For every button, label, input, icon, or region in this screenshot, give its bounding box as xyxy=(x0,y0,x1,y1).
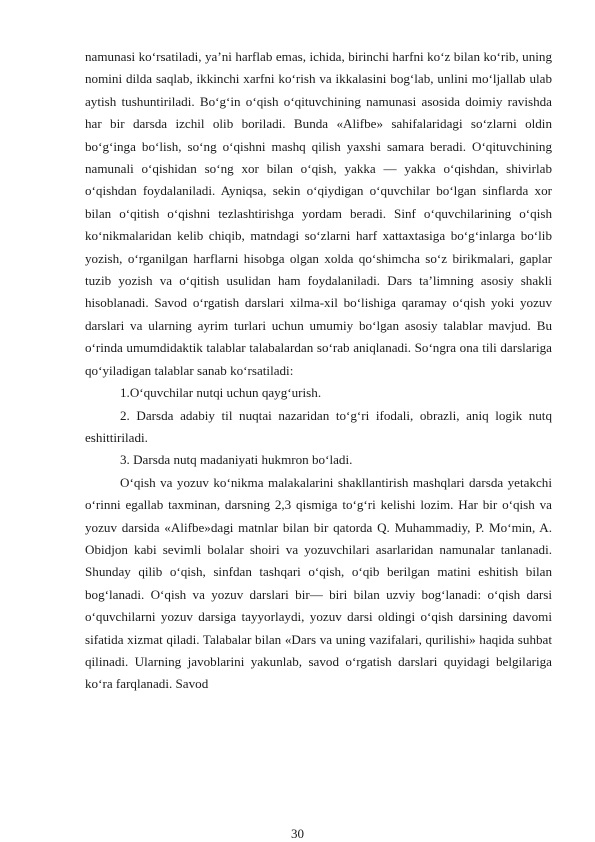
list-item-1: 1.O‘quvchilar nutqi uchun qayg‘urish. xyxy=(120,385,322,401)
document-page xyxy=(85,46,552,696)
page-number: 30 xyxy=(291,826,304,841)
body-paragraph-1: namunasi ko‘rsatiladi, ya’ni harflab emas, ichida, birinchi harfni ko‘z bilan ko‘rib, uning nomini dilda saqlab, ikkinchi xarfni ko‘rish va ikkalasini bog‘lab, unlini mo‘ljallab ulab aytish tushuntiriladi. Bo‘g‘in o‘qish o‘qituvchining namunasi asosida doimiy ravishda har bir darsda izchil olib boriladi. Bunda «Alifbe» sahifalaridagi so‘zlarni oldin bo‘g‘inga bo‘lish, so‘ng o‘qishni mashq qilish yaxshi samara beradi. O‘qituvchining namunali o‘qishidan so‘ng xor bilan o‘qish, yakka — yakka o‘qishdan, shivirlab o‘qishdan foydalaniladi. Ayniqsa, sekin o‘qiydigan o‘quvchilar bo‘lgan sinflarda xor bilan o‘qitish o‘qishni tezlashtirishga yordam beradi. Sinf o‘quvchilarining o‘qish ko‘nikmalaridan kelib chiqib, matndagi so‘zlarni harf xattaxtasiga bo‘g‘inlarga bo‘lib yozish, o‘rganilgan harflarni hisobga olgan xolda qo‘shimcha so‘z birikmalari, gaplar tuzib yozish va o‘qitish usulidan ham foydalaniladi. Dars ta’limning asosiy shakli hisoblanadi. Savod o‘rgatish darslari xilma-xil bo‘lishiga qaramay o‘qish yoki yozuv darslari va ularning ayrim turlari uchun umumiy bo‘lgan asosiy talablar mavjud. Bu o‘rinda umumdidaktik talablar talabalardan so‘rab aniqlanadi. So‘ngra ona tili darslariga qo‘yiladigan talablar sanab ko‘rsatiladi: xyxy=(85,49,552,378)
list-item-2: 2. Darsda adabiy til nuqtai nazaridan to‘g‘ri ifodali, obrazli, aniq logik nutq eshittiriladi. xyxy=(85,407,552,445)
list-item-3: 3. Darsda nutq madaniyati hukmron bo‘ladi. xyxy=(120,452,353,468)
body-paragraph-2: O‘qish va yozuv ko‘nikma malakalarini shakllantirish mashqlari darsda yetakchi o‘rinni egallab taxminan, darsning 2,3 qismiga to‘g‘ri kelishi lozim. Har bir o‘qish va yozuv darsida «Alifbe»dagi matnlar bilan bir qatorda Q. Muhammadiy, P. Mo‘min, A. Obidjon kabi sevimli bolalar shoiri va yozuvchilari asarlaridan namunalar tanlanadi. Shunday qilib o‘qish, sinfdan tashqari o‘qish, o‘qib berilgan matini eshitish bilan bog‘lanadi. O‘qish va yozuv darslari bir— biri bilan uzviy bog‘lanadi: o‘qish darsi o‘quvchilarni yozuv darsiga tayyorlaydi, yozuv darsi oldingi o‘qish darsining davomi sifatida xizmat qiladi. Talabalar bilan «Dars va uning vazifalari, qurilishi» haqida suhbat qilinadi. Ularning javoblarini yakunlab, savod o‘rgatish darslari quyidagi belgilariga ko‘ra farqlanadi. Savod xyxy=(85,474,552,692)
